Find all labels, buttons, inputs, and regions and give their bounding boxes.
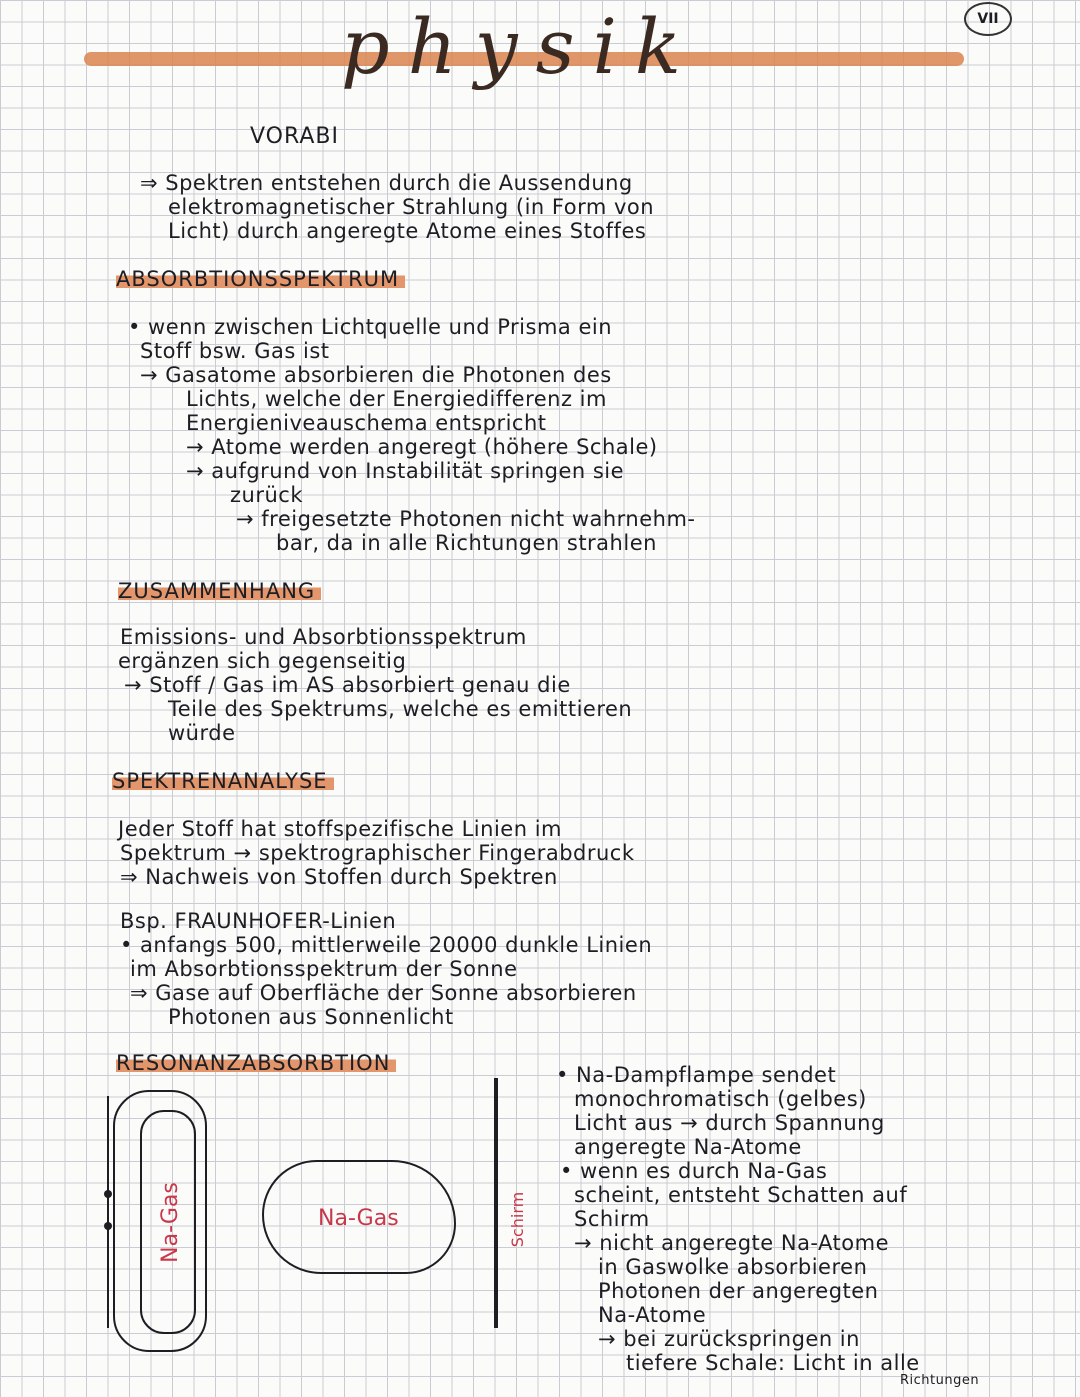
- absorption-line: zurück: [230, 483, 303, 507]
- absorption-line: • wenn zwischen Lichtquelle und Prisma ein: [128, 315, 613, 339]
- terminal-dot: [104, 1222, 112, 1230]
- resonanz-note: monochromatisch (gelbes): [574, 1087, 867, 1111]
- resonanz-note: in Gaswolke absorbieren: [598, 1255, 868, 1279]
- resonanz-note: • wenn es durch Na-Gas: [560, 1159, 828, 1183]
- zusammenhang-line: Emissions- und Absorbtionsspektrum: [120, 625, 527, 649]
- absorption-line: → aufgrund von Instabilität springen sie: [186, 459, 625, 483]
- absorption-line: → Gasatome absorbieren die Photonen des: [140, 363, 612, 387]
- absorption-line: Energieniveauschema entspricht: [186, 411, 547, 435]
- resonanz-note: Photonen der angeregten: [598, 1279, 879, 1303]
- screen-bar: [494, 1078, 498, 1328]
- heading-absorption: ABSORBTIONSSPEKTRUM: [116, 268, 405, 290]
- resonanz-note: Schirm: [574, 1207, 650, 1231]
- absorption-line: Lichts, welche der Energiedifferenz im: [186, 387, 607, 411]
- lamp-label: Na-Gas: [157, 1182, 183, 1263]
- page-number-badge: VII: [964, 2, 1012, 36]
- resonanz-note: • Na-Dampflampe sendet: [556, 1063, 837, 1087]
- resonanz-note: scheint, entsteht Schatten auf: [574, 1183, 908, 1207]
- resonanz-note: → bei zurückspringen in: [598, 1327, 860, 1351]
- resonanz-note: Licht aus → durch Spannung: [574, 1111, 885, 1135]
- resonanz-note: tiefere Schale: Licht in alle: [626, 1351, 920, 1375]
- zusammenhang-line: ergänzen sich gegenseitig: [118, 649, 407, 673]
- intro-line: ⇒ Spektren entstehen durch die Aussendung: [140, 171, 633, 195]
- terminal-dot: [104, 1190, 112, 1198]
- resonanz-note: Na-Atome: [598, 1303, 707, 1327]
- spektrenanalyse-line: Jeder Stoff hat stoffspezifische Linien im: [118, 817, 562, 841]
- spektrenanalyse-line: Spektrum → spektrographischer Fingerabdruck: [120, 841, 635, 865]
- screen-label: Schirm: [508, 1191, 528, 1248]
- example-line: ⇒ Gase auf Oberfläche der Sonne absorbieren: [130, 981, 637, 1005]
- intro-line: Licht) durch angeregte Atome eines Stoffes: [168, 219, 647, 243]
- resonanz-note: Richtungen: [900, 1373, 980, 1388]
- zusammenhang-line: würde: [168, 721, 236, 745]
- circuit-wire: [107, 1096, 109, 1328]
- page-title: physik: [341, 2, 699, 91]
- absorption-line: Stoff bsw. Gas ist: [140, 339, 330, 363]
- resonanz-note: angeregte Na-Atome: [574, 1135, 802, 1159]
- subtitle-vorabi: VORABI: [250, 124, 340, 149]
- resonanz-note: → nicht angeregte Na-Atome: [574, 1231, 890, 1255]
- intro-line: elektromagnetischer Strahlung (in Form von: [168, 195, 655, 219]
- spektrenanalyse-line: ⇒ Nachweis von Stoffen durch Spektren: [120, 865, 558, 889]
- absorption-line: → Atome werden angeregt (höhere Schale): [186, 435, 658, 459]
- heading-zusammenhang: ZUSAMMENHANG: [118, 580, 321, 602]
- absorption-line: bar, da in alle Richtungen strahlen: [276, 531, 657, 555]
- cloud-label: Na-Gas: [318, 1206, 399, 1231]
- example-line: im Absorbtionsspektrum der Sonne: [130, 957, 518, 981]
- example-line: • anfangs 500, mittlerweile 20000 dunkle Linien: [120, 933, 653, 957]
- example-line: Bsp. FRAUNHOFER-Linien: [120, 909, 397, 933]
- example-line: Photonen aus Sonnenlicht: [168, 1005, 454, 1029]
- heading-spektrenanalyse: SPEKTRENANALYSE: [112, 770, 334, 792]
- zusammenhang-line: → Stoff / Gas im AS absorbiert genau die: [124, 673, 571, 697]
- heading-resonanzabsorption: RESONANZABSORBTION: [116, 1052, 396, 1074]
- zusammenhang-line: Teile des Spektrums, welche es emittieren: [168, 697, 633, 721]
- absorption-line: → freigesetzte Photonen nicht wahrnehm-: [236, 507, 696, 531]
